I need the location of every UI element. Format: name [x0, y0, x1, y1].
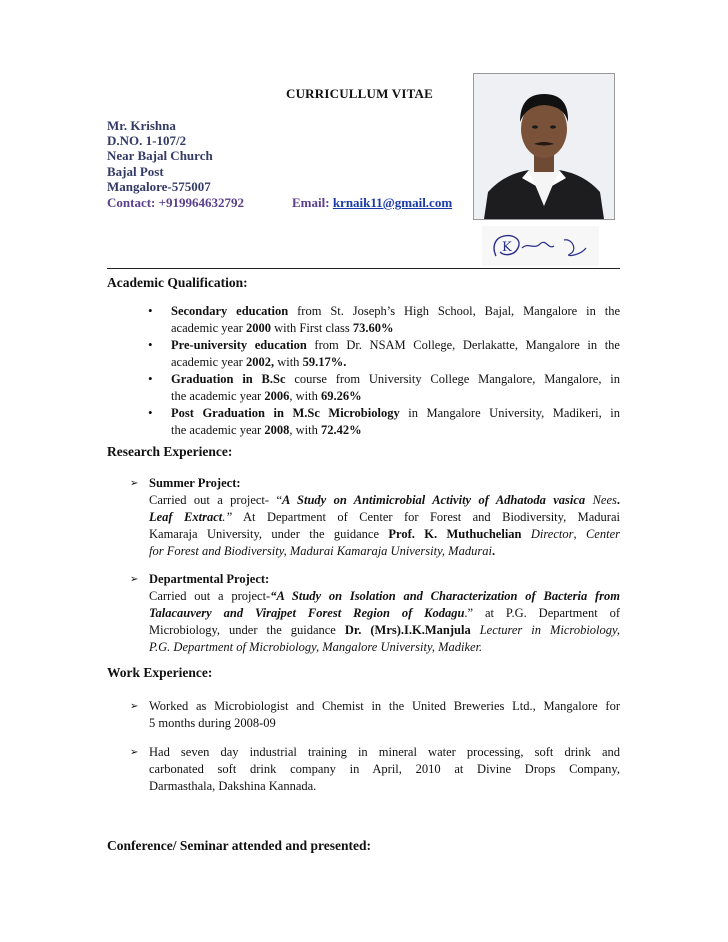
arrow-bullet-icon: ➢ — [130, 701, 139, 712]
email-line — [292, 195, 452, 211]
contact-label: Contact: — [107, 195, 156, 210]
work-text: Had seven day industrial training in mineral water processing, soft drink and — [149, 745, 620, 759]
degree-detail: the academic year — [171, 423, 265, 437]
work-text: Worked as Microbiologist and Chemist in the United Breweries Ltd., Mangalore for — [149, 699, 620, 713]
degree-percent: 59.17%. — [302, 355, 347, 369]
work-item — [149, 698, 620, 732]
project-text: Carried out a project- — [149, 589, 271, 603]
degree-detail: with First class — [270, 321, 353, 335]
degree-detail: from Dr. NSAM College, Derlakatte, Mangalore in the — [306, 338, 620, 352]
work-item — [149, 744, 620, 795]
page-title: CURRICULLUM VITAE — [286, 86, 434, 101]
address-line: Bajal Post — [107, 163, 164, 179]
address-block — [107, 118, 213, 194]
address-line: D.NO. 1-107/2 — [107, 133, 187, 149]
degree-year: 2006 — [264, 389, 290, 403]
degree-detail: the academic year — [171, 389, 265, 403]
contact-line — [107, 195, 244, 211]
guide-title: for Forest and Biodiversity, Madurai Kamaraja University, Madurai — [149, 544, 492, 558]
project-title: Talacauvery and Virajpet Forest Region of Kodagu — [149, 606, 465, 620]
work-text: Darmasthala, Dakshina Kannada. — [149, 779, 317, 793]
degree-detail: , with — [289, 389, 321, 403]
contact-phone: +919964632792 — [158, 195, 245, 210]
degree-year: 2002, — [245, 355, 275, 369]
header-divider — [107, 268, 620, 269]
degree-detail: academic year — [171, 355, 246, 369]
project-title: A Study on Antimicrobial Activity of Adhatoda vasica — [282, 493, 586, 507]
address-line: Near Bajal Church — [107, 148, 213, 164]
project-title: Leaf Extract — [149, 510, 223, 524]
degree-name: Graduation in B.Sc — [171, 372, 286, 386]
academic-item — [171, 405, 620, 439]
project-text: . — [491, 544, 496, 558]
portrait-illustration — [474, 74, 614, 219]
degree-percent: 73.60% — [352, 321, 394, 335]
section-heading-work: Work Experience: — [107, 665, 213, 680]
profile-photo — [473, 73, 615, 220]
project-text: .” at P.G. Department of — [464, 606, 620, 620]
bullet-icon: • — [148, 303, 153, 318]
degree-detail: from St. Joseph’s High School, Bajal, Mangalore in the — [288, 304, 620, 318]
guide-name: Prof. K. Muthuchelian — [388, 527, 522, 541]
bullet-icon: • — [148, 405, 153, 420]
project-label: Departmental Project: — [149, 572, 270, 586]
degree-name: Post Graduation in M.Sc Microbiology — [171, 406, 400, 420]
project-text: At Department of Center for Forest and Biodiversity, Madurai — [232, 510, 620, 524]
work-text: 5 months during 2008-09 — [149, 716, 276, 730]
work-text: carbonated soft drink company in April, 2010 at Divine Drops Company, — [149, 762, 620, 776]
degree-name: Pre-university education — [171, 338, 307, 352]
academic-item — [171, 337, 620, 371]
candidate-name: Mr. Krishna — [107, 118, 176, 133]
degree-detail: with — [274, 355, 303, 369]
arrow-bullet-icon: ➢ — [130, 478, 139, 489]
degree-year: 2000 — [245, 321, 271, 335]
signature-scribble — [482, 226, 599, 266]
summer-project — [149, 475, 620, 560]
bullet-icon: • — [148, 371, 153, 386]
degree-detail: academic year — [171, 321, 246, 335]
guide-title: Lecturer in Microbiology, — [470, 623, 620, 637]
project-text: Kamaraja University, under the guidance — [149, 527, 389, 541]
guide-name: Dr. (Mrs).I.K.Manjula — [344, 623, 471, 637]
arrow-bullet-icon: ➢ — [130, 747, 139, 758]
project-text: .” — [222, 510, 233, 524]
project-text: Carried out a project- “ — [149, 493, 282, 507]
project-text: Microbiology, under the guidance — [149, 623, 345, 637]
academic-item — [171, 303, 620, 337]
degree-detail: in Mangalore University, Madikeri, in — [399, 406, 620, 420]
email-link[interactable]: krnaik11@gmail.com — [332, 195, 453, 210]
address-line: Mangalore-575007 — [107, 178, 211, 194]
signature-initial: K — [502, 240, 512, 255]
departmental-project — [149, 571, 620, 656]
bullet-icon: • — [148, 337, 153, 352]
section-heading-research: Research Experience: — [107, 444, 233, 459]
degree-percent: 72.42% — [320, 423, 362, 437]
degree-percent: 69.26% — [320, 389, 362, 403]
academic-item — [171, 371, 620, 405]
project-text: , — [573, 527, 586, 541]
arrow-bullet-icon: ➢ — [130, 574, 139, 585]
email-label: Email: — [292, 195, 330, 210]
project-label: Summer Project: — [149, 476, 241, 490]
section-heading-academic: Academic Qualification: — [107, 275, 248, 290]
signature — [482, 226, 599, 266]
project-text: . — [616, 493, 620, 507]
degree-detail: , with — [289, 423, 321, 437]
project-title: “A Study on Isolation and Characterization of Bacteria from — [270, 589, 621, 603]
guide-title: Director — [521, 527, 574, 541]
section-heading-conference: Conference/ Seminar attended and presented: — [107, 838, 371, 853]
project-text: Nees — [585, 493, 617, 507]
guide-title: P.G. Department of Microbiology, Mangalore University, Madiker. — [149, 640, 483, 654]
degree-name: Secondary education — [171, 304, 289, 318]
guide-title: Center — [585, 527, 620, 541]
degree-year: 2008 — [264, 423, 290, 437]
degree-detail: course from University College Mangalore, Mangalore, in — [285, 372, 620, 386]
